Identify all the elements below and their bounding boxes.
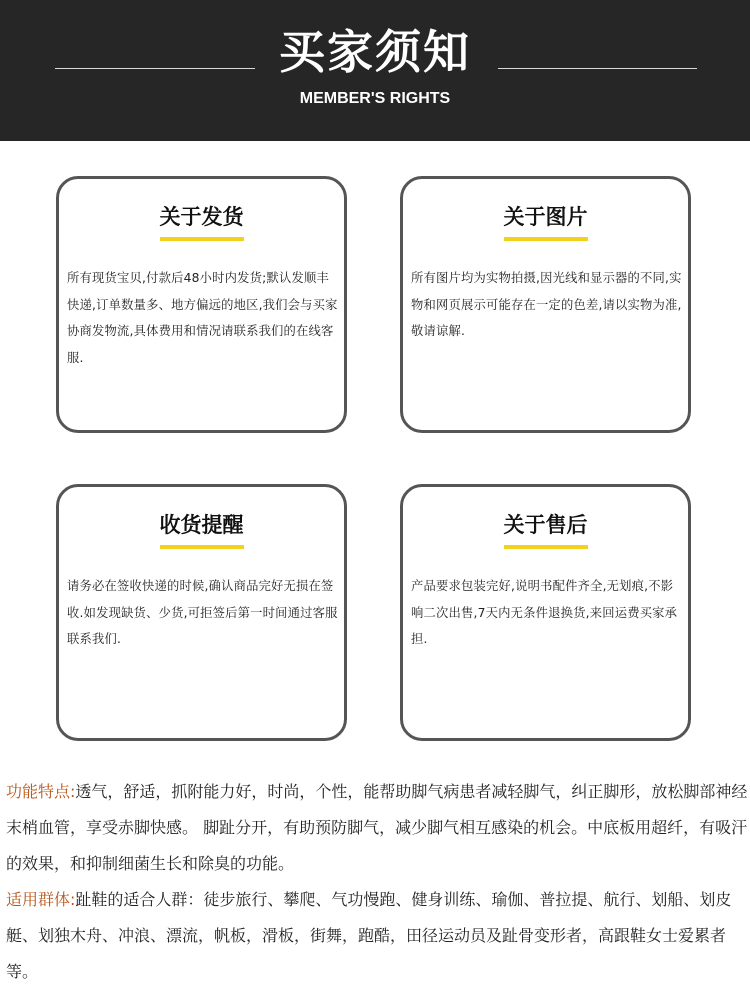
card-receipt-reminder xyxy=(56,484,347,741)
feature-text: 透气，舒适，抓附能力好，时尚，个性，能帮助脚气病患者减轻脚气，纠正脚形，放松脚部神经末梢血管，享受赤脚快感。 脚趾分开，有助预防脚气，减少脚气相互感染的机会。中底板用超纤，有吸汗的效果，和抑制细菌生长和除臭的功能。 xyxy=(6,782,748,873)
card-images xyxy=(400,176,691,433)
title-underline xyxy=(160,237,244,241)
card-shipping xyxy=(56,176,347,433)
card-after-sales xyxy=(400,484,691,741)
audience-text: 趾鞋的适合人群：徒步旅行、攀爬、气功慢跑、健身训练、瑜伽、普拉提、航行、划船、划皮艇、划独木舟、冲浪、漂流，帆板，滑板，街舞，跑酷，田径运动员及趾骨变形者，高跟鞋女士爱累者等。 xyxy=(6,890,732,981)
card-title: 收货提醒 xyxy=(159,513,244,537)
title-underline xyxy=(504,237,588,241)
feature-label: 功能特点: xyxy=(6,782,76,801)
card-body: 产品要求包装完好,说明书配件齐全,无划痕,不影响二次出售,7天内无条件退换货,来回运费买家承担. xyxy=(411,579,678,646)
audience-paragraph xyxy=(6,882,748,990)
page-subtitle: MEMBER'S RIGHTS xyxy=(299,90,451,107)
audience-label: 适用群体: xyxy=(6,890,76,909)
card-body: 请务必在签收快递的时候,确认商品完好无损在签收.如发现缺货、少货,可拒签后第一时间通过客服联系我们. xyxy=(67,579,338,646)
card-body: 所有图片均为实物拍摄,因光线和显示器的不同,实物和网页展示可能存在一定的色差,请以实物为准,敬请谅解. xyxy=(411,271,682,338)
title-underline xyxy=(160,545,244,549)
card-title: 关于发货 xyxy=(159,205,244,229)
card-body: 所有现货宝贝,付款后48小时内发货;默认发顺丰快递,订单数量多、地方偏远的地区,我们会与买家协商发物流,具体费用和情况请联系我们的在线客服. xyxy=(67,271,338,365)
header-divider-right xyxy=(498,68,697,69)
title-underline xyxy=(504,545,588,549)
feature-paragraph xyxy=(6,774,748,882)
product-features xyxy=(6,774,748,990)
card-title: 关于售后 xyxy=(503,513,588,537)
page-title: 买家须知 xyxy=(279,25,471,79)
card-title: 关于图片 xyxy=(503,205,588,229)
header-banner xyxy=(0,0,750,141)
